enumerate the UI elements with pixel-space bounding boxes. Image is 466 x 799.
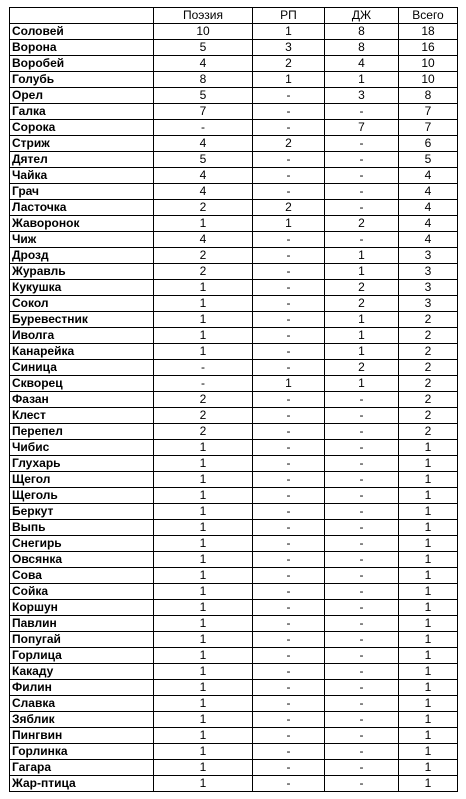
poetry-count-cell: 5 (154, 88, 253, 104)
poetry-count-cell: 1 (154, 344, 253, 360)
table-row (10, 664, 458, 680)
table-row (10, 520, 458, 536)
header-cell-dzh: ДЖ (325, 8, 399, 24)
bird-name-cell: Чиж (10, 232, 154, 248)
dzh-count-cell: - (325, 776, 399, 792)
rp-count-cell: - (253, 728, 325, 744)
bird-name-cell: Сорока (10, 120, 154, 136)
table-row (10, 536, 458, 552)
poetry-count-cell: 1 (154, 776, 253, 792)
total-count-cell: 3 (399, 296, 458, 312)
dzh-count-cell: - (325, 136, 399, 152)
bird-name-cell: Грач (10, 184, 154, 200)
rp-count-cell: 2 (253, 200, 325, 216)
total-count-cell: 7 (399, 120, 458, 136)
rp-count-cell: - (253, 104, 325, 120)
bird-name-cell: Жар-птица (10, 776, 154, 792)
poetry-count-cell: 1 (154, 536, 253, 552)
total-count-cell: 8 (399, 88, 458, 104)
total-count-cell: 1 (399, 728, 458, 744)
poetry-count-cell: 1 (154, 520, 253, 536)
poetry-count-cell: 1 (154, 440, 253, 456)
dzh-count-cell: - (325, 392, 399, 408)
table-row (10, 488, 458, 504)
dzh-count-cell: 2 (325, 360, 399, 376)
dzh-count-cell: - (325, 648, 399, 664)
poetry-count-cell: 1 (154, 680, 253, 696)
bird-name-cell: Овсянка (10, 552, 154, 568)
total-count-cell: 1 (399, 680, 458, 696)
rp-count-cell: - (253, 664, 325, 680)
dzh-count-cell: - (325, 664, 399, 680)
poetry-count-cell: 1 (154, 216, 253, 232)
rp-count-cell: - (253, 264, 325, 280)
poetry-count-cell: 1 (154, 312, 253, 328)
total-count-cell: 1 (399, 472, 458, 488)
dzh-count-cell: - (325, 232, 399, 248)
dzh-count-cell: - (325, 200, 399, 216)
rp-count-cell: - (253, 440, 325, 456)
rp-count-cell: - (253, 152, 325, 168)
total-count-cell: 1 (399, 648, 458, 664)
bird-name-cell: Дрозд (10, 248, 154, 264)
poetry-count-cell: 1 (154, 488, 253, 504)
poetry-count-cell: 2 (154, 408, 253, 424)
dzh-count-cell: - (325, 440, 399, 456)
dzh-count-cell: - (325, 760, 399, 776)
poetry-count-cell: 4 (154, 56, 253, 72)
table-row (10, 248, 458, 264)
table-row (10, 168, 458, 184)
dzh-count-cell: - (325, 632, 399, 648)
table-row (10, 136, 458, 152)
bird-name-cell: Чайка (10, 168, 154, 184)
rp-count-cell: - (253, 248, 325, 264)
poetry-count-cell: - (154, 120, 253, 136)
total-count-cell: 3 (399, 280, 458, 296)
table-row (10, 24, 458, 40)
dzh-count-cell: 1 (325, 328, 399, 344)
table-row (10, 552, 458, 568)
rp-count-cell: - (253, 760, 325, 776)
bird-name-cell: Славка (10, 696, 154, 712)
total-count-cell: 1 (399, 600, 458, 616)
poetry-count-cell: 7 (154, 104, 253, 120)
poetry-count-cell: 10 (154, 24, 253, 40)
bird-name-cell: Буревестник (10, 312, 154, 328)
bird-name-cell: Синица (10, 360, 154, 376)
poetry-count-cell: 1 (154, 744, 253, 760)
dzh-count-cell: - (325, 616, 399, 632)
dzh-count-cell: 2 (325, 216, 399, 232)
rp-count-cell: - (253, 616, 325, 632)
dzh-count-cell: - (325, 584, 399, 600)
table-row (10, 296, 458, 312)
dzh-count-cell: 1 (325, 248, 399, 264)
total-count-cell: 1 (399, 664, 458, 680)
table-row (10, 648, 458, 664)
rp-count-cell: 3 (253, 40, 325, 56)
table-row (10, 312, 458, 328)
total-count-cell: 1 (399, 744, 458, 760)
total-count-cell: 1 (399, 712, 458, 728)
total-count-cell: 1 (399, 456, 458, 472)
total-count-cell: 1 (399, 568, 458, 584)
table-row (10, 632, 458, 648)
poetry-count-cell: 4 (154, 136, 253, 152)
rp-count-cell: 1 (253, 24, 325, 40)
bird-name-cell: Коршун (10, 600, 154, 616)
bird-name-cell: Сова (10, 568, 154, 584)
poetry-count-cell: 2 (154, 392, 253, 408)
dzh-count-cell: - (325, 168, 399, 184)
total-count-cell: 1 (399, 504, 458, 520)
bird-name-cell: Пингвин (10, 728, 154, 744)
rp-count-cell: 1 (253, 376, 325, 392)
bird-name-cell: Ласточка (10, 200, 154, 216)
total-count-cell: 4 (399, 200, 458, 216)
total-count-cell: 1 (399, 488, 458, 504)
header-row (10, 8, 458, 24)
table-row (10, 232, 458, 248)
bird-name-cell: Какаду (10, 664, 154, 680)
bird-name-cell: Канарейка (10, 344, 154, 360)
dzh-count-cell: 1 (325, 376, 399, 392)
rp-count-cell: - (253, 120, 325, 136)
rp-count-cell: - (253, 504, 325, 520)
table-row (10, 408, 458, 424)
table-row (10, 152, 458, 168)
table-row (10, 680, 458, 696)
dzh-count-cell: - (325, 408, 399, 424)
dzh-count-cell: 2 (325, 280, 399, 296)
bird-name-cell: Воробей (10, 56, 154, 72)
total-count-cell: 4 (399, 168, 458, 184)
poetry-count-cell: 1 (154, 296, 253, 312)
poetry-count-cell: 8 (154, 72, 253, 88)
rp-count-cell: - (253, 296, 325, 312)
dzh-count-cell: - (325, 552, 399, 568)
table-row (10, 440, 458, 456)
total-count-cell: 10 (399, 72, 458, 88)
dzh-count-cell: - (325, 712, 399, 728)
table-row (10, 456, 458, 472)
poetry-count-cell: 2 (154, 200, 253, 216)
rp-count-cell: - (253, 536, 325, 552)
total-count-cell: 1 (399, 536, 458, 552)
dzh-count-cell: - (325, 488, 399, 504)
rp-count-cell: - (253, 632, 325, 648)
rp-count-cell: - (253, 680, 325, 696)
total-count-cell: 1 (399, 584, 458, 600)
table-row (10, 696, 458, 712)
table-row (10, 40, 458, 56)
rp-count-cell: 2 (253, 56, 325, 72)
table-row (10, 760, 458, 776)
table-row (10, 216, 458, 232)
bird-name-cell: Фазан (10, 392, 154, 408)
header-cell-poetry: Поэзия (154, 8, 253, 24)
table-row (10, 744, 458, 760)
bird-name-cell: Клест (10, 408, 154, 424)
poetry-count-cell: 1 (154, 280, 253, 296)
poetry-count-cell: 1 (154, 472, 253, 488)
rp-count-cell: 1 (253, 216, 325, 232)
rp-count-cell: - (253, 424, 325, 440)
poetry-count-cell: 1 (154, 616, 253, 632)
poetry-count-cell: 1 (154, 504, 253, 520)
dzh-count-cell: - (325, 104, 399, 120)
dzh-count-cell: - (325, 680, 399, 696)
bird-name-cell: Дятел (10, 152, 154, 168)
rp-count-cell: - (253, 712, 325, 728)
bird-name-cell: Беркут (10, 504, 154, 520)
total-count-cell: 2 (399, 424, 458, 440)
total-count-cell: 1 (399, 616, 458, 632)
table-body (10, 24, 458, 792)
dzh-count-cell: 1 (325, 344, 399, 360)
poetry-count-cell: 1 (154, 328, 253, 344)
bird-name-cell: Снегирь (10, 536, 154, 552)
table-row (10, 104, 458, 120)
total-count-cell: 2 (399, 408, 458, 424)
bird-name-cell: Орел (10, 88, 154, 104)
rp-count-cell: - (253, 648, 325, 664)
rp-count-cell: - (253, 696, 325, 712)
bird-name-cell: Попугай (10, 632, 154, 648)
table-row (10, 584, 458, 600)
rp-count-cell: - (253, 568, 325, 584)
dzh-count-cell: 3 (325, 88, 399, 104)
table-row (10, 200, 458, 216)
bird-name-cell: Щегол (10, 472, 154, 488)
total-count-cell: 3 (399, 264, 458, 280)
total-count-cell: 1 (399, 520, 458, 536)
table-row (10, 344, 458, 360)
rp-count-cell: - (253, 360, 325, 376)
table-row (10, 504, 458, 520)
table-row (10, 360, 458, 376)
table-row (10, 264, 458, 280)
table-row (10, 328, 458, 344)
rp-count-cell: - (253, 328, 325, 344)
dzh-count-cell: - (325, 520, 399, 536)
dzh-count-cell: - (325, 696, 399, 712)
poetry-count-cell: 1 (154, 584, 253, 600)
dzh-count-cell: - (325, 536, 399, 552)
rp-count-cell: - (253, 456, 325, 472)
bird-name-cell: Сойка (10, 584, 154, 600)
poetry-count-cell: 1 (154, 760, 253, 776)
table-row (10, 424, 458, 440)
total-count-cell: 3 (399, 248, 458, 264)
bird-name-cell: Щеголь (10, 488, 154, 504)
bird-name-cell: Гагара (10, 760, 154, 776)
dzh-count-cell: 2 (325, 296, 399, 312)
bird-name-cell: Скворец (10, 376, 154, 392)
table-row (10, 616, 458, 632)
table-row (10, 472, 458, 488)
bird-name-cell: Горлинка (10, 744, 154, 760)
table-row (10, 184, 458, 200)
dzh-count-cell: - (325, 728, 399, 744)
total-count-cell: 2 (399, 312, 458, 328)
rp-count-cell: - (253, 232, 325, 248)
rp-count-cell: - (253, 408, 325, 424)
rp-count-cell: - (253, 312, 325, 328)
table-row (10, 376, 458, 392)
total-count-cell: 1 (399, 552, 458, 568)
rp-count-cell: - (253, 552, 325, 568)
dzh-count-cell: - (325, 152, 399, 168)
rp-count-cell: 2 (253, 136, 325, 152)
poetry-count-cell: 5 (154, 40, 253, 56)
dzh-count-cell: - (325, 472, 399, 488)
dzh-count-cell: 1 (325, 312, 399, 328)
dzh-count-cell: 8 (325, 24, 399, 40)
poetry-count-cell: 5 (154, 152, 253, 168)
total-count-cell: 6 (399, 136, 458, 152)
table-row (10, 280, 458, 296)
dzh-count-cell: - (325, 568, 399, 584)
total-count-cell: 4 (399, 216, 458, 232)
rp-count-cell: - (253, 168, 325, 184)
total-count-cell: 7 (399, 104, 458, 120)
poetry-count-cell: 1 (154, 664, 253, 680)
total-count-cell: 2 (399, 344, 458, 360)
bird-name-cell: Чибис (10, 440, 154, 456)
rp-count-cell: - (253, 744, 325, 760)
dzh-count-cell: - (325, 424, 399, 440)
bird-name-cell: Ворона (10, 40, 154, 56)
total-count-cell: 18 (399, 24, 458, 40)
total-count-cell: 1 (399, 696, 458, 712)
total-count-cell: 2 (399, 376, 458, 392)
dzh-count-cell: 7 (325, 120, 399, 136)
total-count-cell: 4 (399, 232, 458, 248)
table-row (10, 712, 458, 728)
dzh-count-cell: - (325, 504, 399, 520)
total-count-cell: 4 (399, 184, 458, 200)
rp-count-cell: - (253, 584, 325, 600)
header-cell-total: Всего (399, 8, 458, 24)
poetry-count-cell: 4 (154, 184, 253, 200)
total-count-cell: 1 (399, 760, 458, 776)
rp-count-cell: - (253, 344, 325, 360)
bird-name-cell: Жаворонок (10, 216, 154, 232)
bird-name-cell: Стриж (10, 136, 154, 152)
table-row (10, 392, 458, 408)
poetry-count-cell: 2 (154, 248, 253, 264)
rp-count-cell: - (253, 280, 325, 296)
poetry-count-cell: 4 (154, 168, 253, 184)
poetry-count-cell: 2 (154, 264, 253, 280)
table-row (10, 776, 458, 792)
dzh-count-cell: 1 (325, 72, 399, 88)
rp-count-cell: - (253, 88, 325, 104)
dzh-count-cell: 1 (325, 264, 399, 280)
bird-name-cell: Журавль (10, 264, 154, 280)
header-cell-rp: РП (253, 8, 325, 24)
header-cell-name (10, 8, 154, 24)
rp-count-cell: - (253, 472, 325, 488)
bird-mentions-table (9, 7, 458, 792)
total-count-cell: 2 (399, 360, 458, 376)
poetry-count-cell: 1 (154, 712, 253, 728)
poetry-count-cell: 1 (154, 600, 253, 616)
bird-name-cell: Галка (10, 104, 154, 120)
poetry-count-cell: 1 (154, 648, 253, 664)
bird-name-cell: Павлин (10, 616, 154, 632)
table-row (10, 568, 458, 584)
poetry-count-cell: 4 (154, 232, 253, 248)
bird-name-cell: Горлица (10, 648, 154, 664)
dzh-count-cell: - (325, 600, 399, 616)
total-count-cell: 2 (399, 392, 458, 408)
total-count-cell: 1 (399, 632, 458, 648)
poetry-count-cell: - (154, 360, 253, 376)
poetry-count-cell: 1 (154, 632, 253, 648)
poetry-count-cell: 1 (154, 552, 253, 568)
dzh-count-cell: 8 (325, 40, 399, 56)
table-row (10, 600, 458, 616)
poetry-count-cell: 1 (154, 568, 253, 584)
poetry-count-cell: 1 (154, 456, 253, 472)
bird-name-cell: Глухарь (10, 456, 154, 472)
bird-name-cell: Иволга (10, 328, 154, 344)
rp-count-cell: - (253, 776, 325, 792)
poetry-count-cell: 1 (154, 728, 253, 744)
bird-name-cell: Филин (10, 680, 154, 696)
bird-name-cell: Соловей (10, 24, 154, 40)
table-row (10, 728, 458, 744)
poetry-count-cell: 1 (154, 696, 253, 712)
total-count-cell: 10 (399, 56, 458, 72)
rp-count-cell: - (253, 600, 325, 616)
dzh-count-cell: - (325, 744, 399, 760)
bird-name-cell: Сокол (10, 296, 154, 312)
bird-name-cell: Кукушка (10, 280, 154, 296)
rp-count-cell: 1 (253, 72, 325, 88)
bird-name-cell: Голубь (10, 72, 154, 88)
bird-name-cell: Зяблик (10, 712, 154, 728)
bird-name-cell: Выпь (10, 520, 154, 536)
table-row (10, 88, 458, 104)
poetry-count-cell: 2 (154, 424, 253, 440)
table-row (10, 120, 458, 136)
rp-count-cell: - (253, 488, 325, 504)
total-count-cell: 1 (399, 776, 458, 792)
rp-count-cell: - (253, 184, 325, 200)
total-count-cell: 1 (399, 440, 458, 456)
bird-name-cell: Перепел (10, 424, 154, 440)
dzh-count-cell: 4 (325, 56, 399, 72)
total-count-cell: 2 (399, 328, 458, 344)
total-count-cell: 5 (399, 152, 458, 168)
poetry-count-cell: - (154, 376, 253, 392)
dzh-count-cell: - (325, 184, 399, 200)
dzh-count-cell: - (325, 456, 399, 472)
total-count-cell: 16 (399, 40, 458, 56)
rp-count-cell: - (253, 392, 325, 408)
table-row (10, 72, 458, 88)
rp-count-cell: - (253, 520, 325, 536)
table-row (10, 56, 458, 72)
